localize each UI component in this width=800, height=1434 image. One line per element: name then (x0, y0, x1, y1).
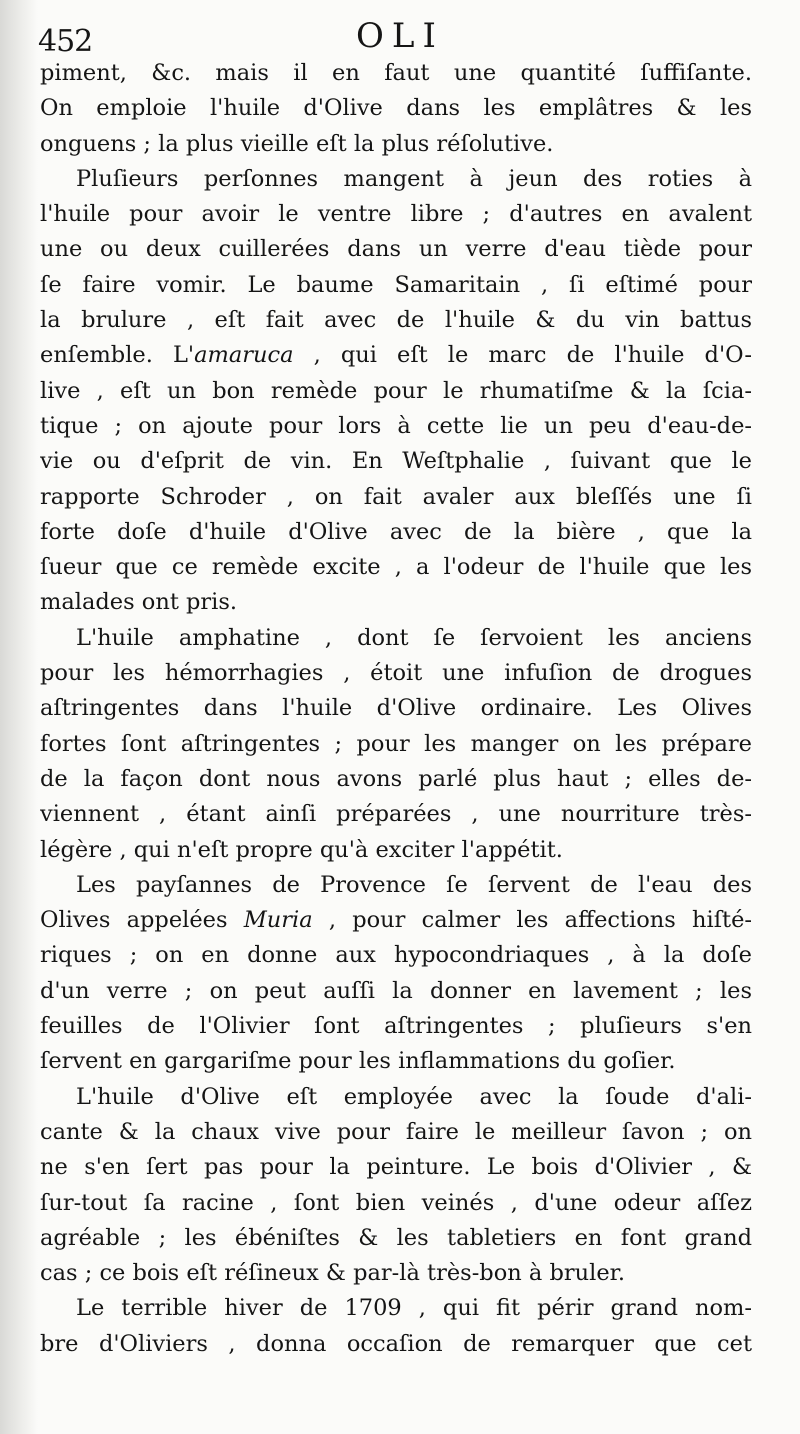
text-line: Les payſannes de Provence ſe ſervent de l'eau des (76, 871, 752, 898)
text-line: malades ont pris. (40, 589, 238, 616)
text-line: agréable ; les ébéniſtes & les tabletiers en font grand (40, 1224, 752, 1251)
italic-term: amaruca (194, 342, 294, 369)
text-line: fortes ſont aſtringentes ; pour les manger on les prépare (40, 730, 752, 757)
text-line: une ou deux cuillerées dans un verre d'eau tiède pour (40, 236, 752, 263)
text-line: On emploie l'huile d'Olive dans les emplâtres & les (40, 95, 752, 122)
running-title: OLI (356, 16, 444, 56)
text-line: cante & la chaux vive pour faire le meilleur ſavon ; on (40, 1118, 752, 1145)
text-line: légère , qui n'eſt propre qu'à exciter l'appétit. (40, 836, 563, 863)
text-line: Le terrible hiver de 1709 , qui fit périr grand nom- (76, 1295, 752, 1322)
text-line: L'huile amphatine , dont ſe ſervoient les anciens (76, 624, 752, 651)
text-line: de la façon dont nous avons parlé plus haut ; elles de- (40, 765, 752, 792)
text-line: aſtringentes dans l'huile d'Olive ordinaire. Les Olives (40, 695, 752, 722)
text-line: tique ; on ajoute pour lors à cette lie un peu d'eau-de- (40, 412, 752, 439)
text-line: Pluſieurs perſonnes mangent à jeun des roties à (76, 165, 752, 192)
text-line: ne s'en ſert pas pour la peinture. Le bois d'Olivier , & (40, 1154, 752, 1181)
text-line: live , eſt un bon remède pour le rhumatiſme & la ſcia- (40, 377, 752, 404)
text-line: feuilles de l'Olivier ſont aſtringentes ; pluſieurs s'en (40, 1013, 752, 1040)
text-line: rapporte Schroder , on fait avaler aux bleſſés une ſi (40, 483, 752, 510)
text-line: bre d'Oliviers , donna occaſion de remarquer que cet (40, 1330, 752, 1357)
page-gutter-shadow (0, 0, 38, 1434)
text-line: ſur-tout ſa racine , ſont bien veinés , d'une odeur aſſez (40, 1189, 752, 1216)
text-line: L'huile d'Olive eſt employée avec la ſoude d'ali- (76, 1083, 752, 1110)
text-line: l'huile pour avoir le ventre libre ; d'autres en avalent (40, 201, 752, 228)
page-number: 452 (38, 24, 93, 59)
text-line: la brulure , eſt fait avec de l'huile & du vin battus (40, 307, 752, 334)
text-line: ſe faire vomir. Le baume Samaritain , ſi eſtimé pour (40, 271, 752, 298)
text-line: onguens ; la plus vieille eſt la plus réſolutive. (40, 130, 554, 157)
text-line: ſueur que ce remède excite , a l'odeur de l'huile que les (40, 554, 752, 581)
text-line: riques ; on en donne aux hypocondriaques , à la doſe (40, 942, 752, 969)
italic-term: Muria (243, 907, 313, 934)
text-line: pour les hémorrhagies , étoit une infuſion de drogues (40, 660, 752, 687)
text-line: piment, &c. mais il en faut une quantité ſuffiſante. (40, 60, 752, 86)
text-line: d'un verre ; on peut auſſi la donner en lavement ; les (40, 977, 752, 1004)
text-line: cas ; ce bois eſt réſineux & par-là très-bon à bruler. (40, 1260, 626, 1287)
text-line: Olives appelées Muria , pour calmer les affections hiſté- (40, 907, 752, 934)
text-line: forte doſe d'huile d'Olive avec de la bière , que la (40, 518, 752, 545)
text-line: viennent , étant ainſi préparées , une nourriture très- (40, 801, 752, 828)
text-line: ſervent en gargariſme pour les inflammations du goſier. (40, 1048, 676, 1075)
text-line: enſemble. L'amaruca , qui eſt le marc de l'huile d'O- (40, 342, 752, 369)
text-body (40, 56, 752, 1362)
text-line: vie ou d'eſprit de vin. En Weſtphalie , ſuivant que le (40, 448, 752, 475)
